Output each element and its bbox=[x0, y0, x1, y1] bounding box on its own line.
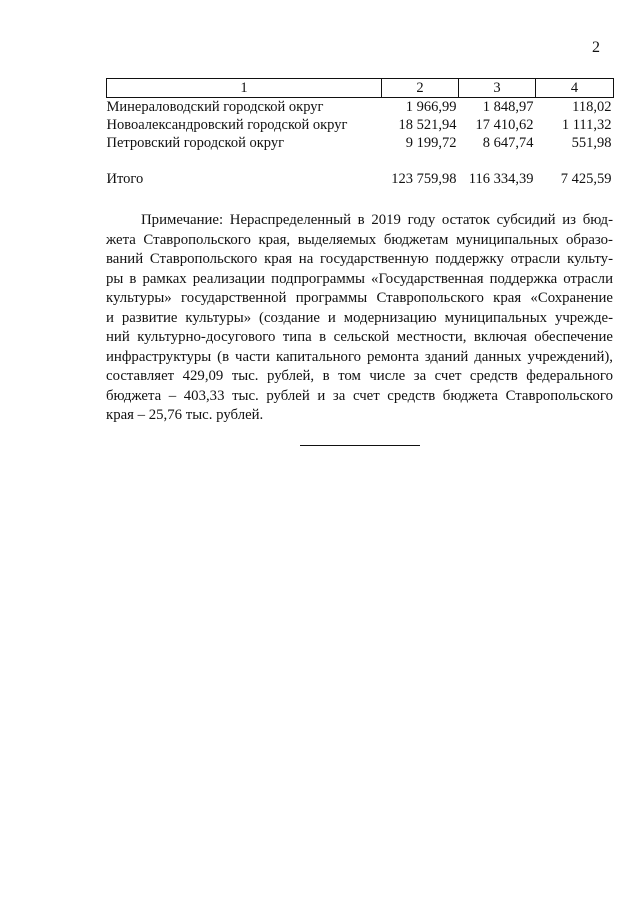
municipality-name: Новоалександровский городской округ bbox=[106, 117, 348, 133]
municipality-name: Минераловодский городской округ bbox=[106, 99, 324, 115]
column-header: 1 bbox=[107, 79, 382, 98]
subsidy-table bbox=[106, 78, 614, 188]
note-line: края – 25,76 тыс. рублей. bbox=[106, 407, 264, 423]
municipality-name: Петровский городской округ bbox=[106, 135, 285, 151]
closing-divider bbox=[300, 445, 420, 446]
table-cell: 8 647,74 bbox=[482, 135, 534, 151]
note-line: жета Ставропольского края, выделяемых бюджетам муниципальных образо- bbox=[106, 231, 613, 248]
subsidy-table-container bbox=[106, 78, 613, 188]
note-line: и развитие культуры» (создание и модернизацию муниципальных учрежде- bbox=[106, 309, 613, 326]
table-cell: 9 199,72 bbox=[405, 135, 457, 151]
table-row bbox=[107, 98, 614, 117]
table-cell: 1 111,32 bbox=[561, 117, 612, 133]
table-cell: 1 848,97 bbox=[482, 99, 534, 115]
note-line: Примечание: Нераспределенный в 2019 году остаток субсидий из бюд- bbox=[141, 212, 613, 228]
table-row bbox=[107, 134, 614, 152]
table-spacer-row bbox=[107, 152, 614, 170]
table-cell: 551,98 bbox=[571, 135, 612, 151]
table-row bbox=[107, 116, 614, 134]
note-line: ры в рамках реализации подпрограммы «Государственная поддержка отрасли bbox=[106, 270, 613, 287]
table-total-row bbox=[107, 170, 614, 188]
total-cell: 116 334,39 bbox=[468, 171, 534, 187]
note-line: составляет 429,09 тыс. рублей, в том числе за счет средств федерального bbox=[106, 368, 613, 384]
note-paragraph bbox=[106, 211, 613, 426]
total-cell: 123 759,98 bbox=[391, 171, 457, 187]
table-cell: 18 521,94 bbox=[398, 117, 457, 133]
table-cell: 1 966,99 bbox=[405, 99, 457, 115]
total-cell: 7 425,59 bbox=[560, 171, 612, 187]
note-line: бюджета – 403,33 тыс. рублей и за счет средств бюджета Ставропольского bbox=[106, 387, 613, 404]
note-line: ваний Ставропольского края на государственную поддержку отрасли культу- bbox=[106, 251, 613, 267]
page-number: 2 bbox=[592, 39, 600, 56]
table-cell: 17 410,62 bbox=[475, 117, 534, 133]
total-label: Итого bbox=[106, 171, 144, 187]
note-line: ний культурно-досугового типа в сельской местности, включая обеспечение bbox=[106, 329, 613, 345]
column-header: 4 bbox=[536, 79, 614, 98]
table-header-row bbox=[107, 79, 614, 98]
table-cell: 118,02 bbox=[572, 99, 612, 115]
column-header: 3 bbox=[459, 79, 536, 98]
note-line: инфраструктуры (в части капитального ремонта зданий данных учреждений), bbox=[106, 348, 613, 365]
note-line: культуры» государственной программы Ставропольского края «Сохранение bbox=[106, 290, 613, 306]
column-header: 2 bbox=[382, 79, 459, 98]
